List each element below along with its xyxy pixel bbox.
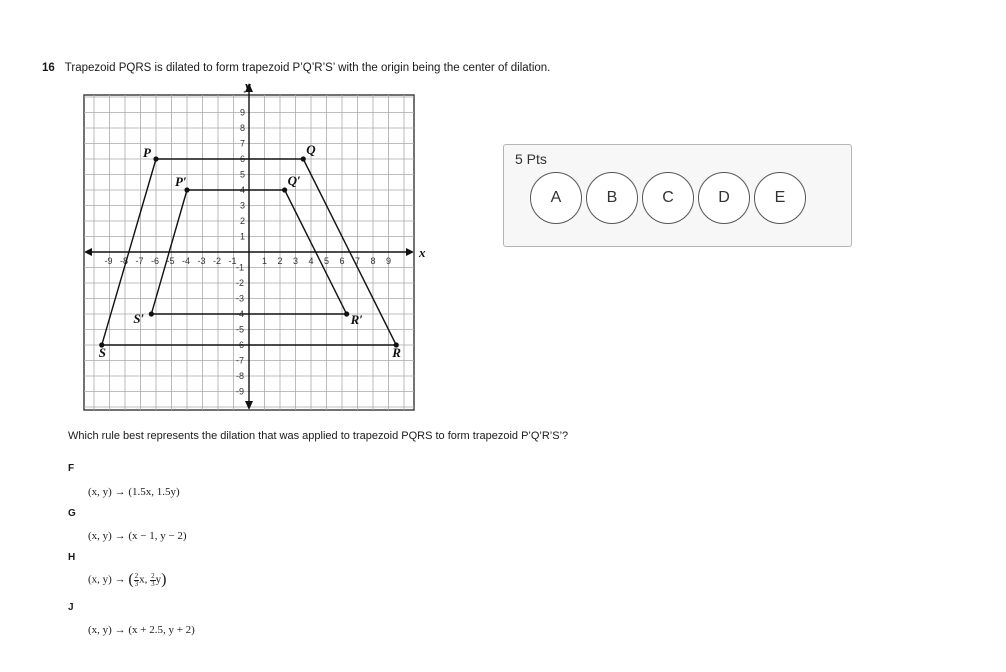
- option-rule-g: (x, y) → (x − 1, y − 2): [88, 530, 187, 542]
- x-tick-label: 2: [277, 256, 283, 266]
- y-tick-label: 6: [240, 154, 246, 164]
- y-tick-label: 3: [240, 200, 246, 211]
- option-rule-j: (x, y) → (x + 2.5, y + 2): [88, 624, 195, 636]
- y-tick-label: -7: [236, 355, 245, 366]
- vertex-label: S′: [133, 311, 145, 326]
- option-rule-h-prefix: (x, y) →: [88, 573, 126, 586]
- option-letter-h[interactable]: H: [68, 552, 76, 563]
- y-tick-label: -6: [236, 340, 245, 350]
- y-tick-label: -8: [236, 371, 245, 381]
- vertex-label: P′: [175, 174, 187, 189]
- y-axis-label: y: [245, 78, 251, 93]
- vertex-label: S: [98, 345, 106, 360]
- x-tick-label: 6: [339, 256, 345, 266]
- choice-d-button[interactable]: D: [698, 172, 750, 224]
- x-axis-label: x: [419, 245, 426, 260]
- vertex-label: R: [392, 345, 401, 360]
- points-panel: [503, 144, 852, 247]
- x-tick-label: 4: [308, 256, 314, 266]
- choice-a-button[interactable]: A: [530, 172, 582, 224]
- x-tick-label: 7: [355, 256, 361, 266]
- choice-b-button[interactable]: B: [586, 172, 638, 224]
- option-rule-f: (x, y) → (1.5x, 1.5y): [88, 486, 180, 498]
- answer-choices: [530, 172, 806, 224]
- x-tick-label: -4: [182, 256, 191, 266]
- x-tick-label: 9: [386, 256, 392, 266]
- fraction-x: $\frac{2}{3}$: [134, 571, 139, 588]
- y-tick-label: -1: [236, 262, 245, 273]
- x-tick-label: 5: [324, 256, 330, 266]
- vertex-point: [149, 311, 154, 316]
- fraction-y: $\frac{2}{3}$: [151, 571, 155, 588]
- x-tick-label: 3: [293, 256, 299, 266]
- y-tick-label: 4: [240, 185, 246, 195]
- y-tick-label: -3: [236, 293, 245, 304]
- y-tick-label: 5: [240, 169, 246, 180]
- question-prompt: Which rule best represents the dilation that was applied to trapezoid PQRS to form trapezoid P’Q’R’S’?: [68, 430, 569, 442]
- vertex-label: Q: [306, 142, 316, 157]
- choice-c-button[interactable]: C: [642, 172, 694, 224]
- y-tick-label: 8: [240, 123, 246, 133]
- points-label: 5 Pts: [515, 151, 547, 167]
- x-tick-label: -8: [120, 256, 129, 266]
- vertex-point: [153, 156, 158, 161]
- vertex-label: R′: [350, 312, 363, 327]
- choice-e-button[interactable]: E: [754, 172, 806, 224]
- y-tick-label: -4: [236, 309, 245, 319]
- option-letter-j[interactable]: J: [68, 602, 74, 613]
- x-tick-label: -5: [166, 256, 175, 266]
- y-tick-label: 7: [240, 138, 246, 149]
- y-tick-label: 1: [240, 231, 246, 242]
- y-tick-label: 9: [240, 107, 246, 118]
- y-tick-label: -9: [236, 386, 245, 397]
- y-tick-label: 2: [240, 216, 246, 226]
- question-number: 16: [42, 62, 55, 74]
- question-text: Trapezoid PQRS is dilated to form trapezoid P’Q’R’S’ with the origin being the center of dilation.: [64, 62, 551, 74]
- vertex-point: [282, 187, 287, 192]
- y-tick-label: -2: [236, 278, 245, 288]
- vertex-point: [344, 311, 349, 316]
- x-tick-label: 8: [370, 256, 376, 266]
- option-letter-g[interactable]: G: [68, 508, 76, 519]
- vertex-point: [301, 156, 306, 161]
- option-rule-h: (x, y) → ( $\frac{2}{3}$ x, $\frac{2}{3}$ y): [88, 571, 167, 588]
- x-tick-label: -9: [104, 256, 113, 266]
- x-tick-label: -6: [151, 256, 160, 266]
- x-tick-label: -1: [228, 256, 237, 266]
- x-tick-label: -7: [135, 256, 144, 266]
- x-tick-label: -2: [213, 256, 222, 266]
- x-tick-label: -3: [197, 256, 206, 266]
- vertex-label: P: [143, 145, 151, 160]
- y-tick-label: -5: [236, 324, 245, 335]
- option-letter-f[interactable]: F: [68, 463, 75, 474]
- x-tick-label: 1: [262, 256, 268, 266]
- vertex-label: Q′: [287, 173, 301, 188]
